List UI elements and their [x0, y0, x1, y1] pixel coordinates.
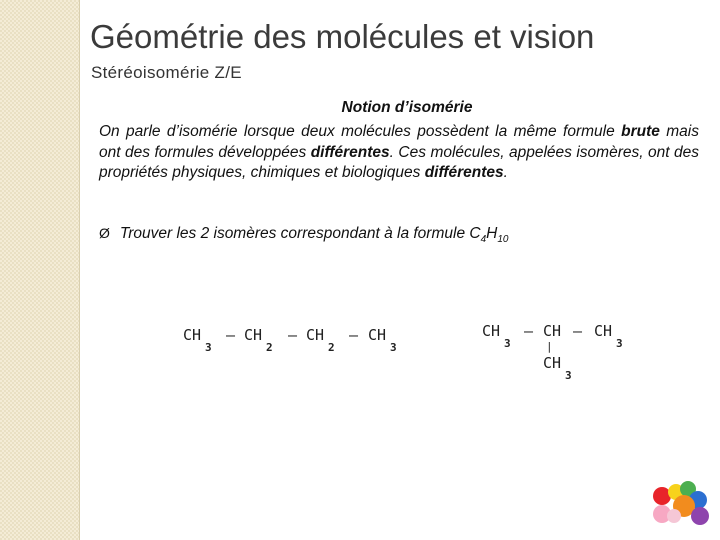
- mol-group: CH: [368, 326, 387, 344]
- slide-subtitle: Stéréoisomérie Z/E: [91, 63, 242, 82]
- formula-subscript: 10: [497, 234, 509, 246]
- para-text: . Ces molécules, appelées isomères, ont des propriétés physiques, chimiques et biologiques: [99, 143, 699, 181]
- mol-vertical-bond: |: [546, 340, 553, 353]
- bullet-text: Trouver les 2 isomères correspondant à la formule C: [119, 225, 481, 242]
- mol-group: CH: [594, 322, 613, 340]
- left-band-divider: [79, 0, 80, 540]
- bullet-text: H: [486, 225, 498, 242]
- mol-bond: –: [349, 326, 359, 344]
- para-bold-brute: brute: [621, 123, 660, 140]
- formula-subscript: 4: [480, 234, 487, 246]
- mol-group: CH: [482, 322, 501, 340]
- mol-group: CH: [543, 354, 562, 372]
- mol-subscript: 2: [266, 341, 273, 354]
- para-bold-different: différentes: [310, 143, 390, 161]
- mol-bond: –: [524, 322, 534, 340]
- mol-group: CH: [244, 326, 263, 344]
- mol-subscript: 3: [390, 341, 397, 354]
- mol-subscript: 3: [565, 369, 572, 382]
- definition-paragraph: [99, 122, 699, 184]
- mol-group: CH: [306, 326, 325, 344]
- mol-subscript: 2: [328, 341, 335, 354]
- para-bold-different: différentes: [424, 164, 504, 181]
- slide-title: Géométrie des molécules et vision: [90, 18, 595, 55]
- mol-subscript: 3: [616, 337, 623, 350]
- mol-subscript: 3: [205, 341, 212, 354]
- section-heading: Notion d’isomérie: [341, 99, 473, 116]
- mol-subscript: 3: [504, 337, 511, 350]
- mol-group: CH: [543, 322, 562, 340]
- mol-group: CH: [183, 326, 202, 344]
- colored-balls-icon: [648, 480, 712, 528]
- arrow-bullet-icon: Ø: [99, 225, 110, 241]
- mol-bond: –: [288, 326, 298, 344]
- para-text: mais ont des formules développées: [99, 123, 699, 161]
- para-text: .: [503, 164, 508, 181]
- para-text: On parle d’isomérie lorsque deux molécules possèdent la même formule: [99, 123, 622, 140]
- mol-bond: –: [226, 326, 236, 344]
- left-decorative-band: [0, 0, 79, 540]
- mol-bond: –: [573, 322, 583, 340]
- bullet-instruction: [99, 225, 508, 245]
